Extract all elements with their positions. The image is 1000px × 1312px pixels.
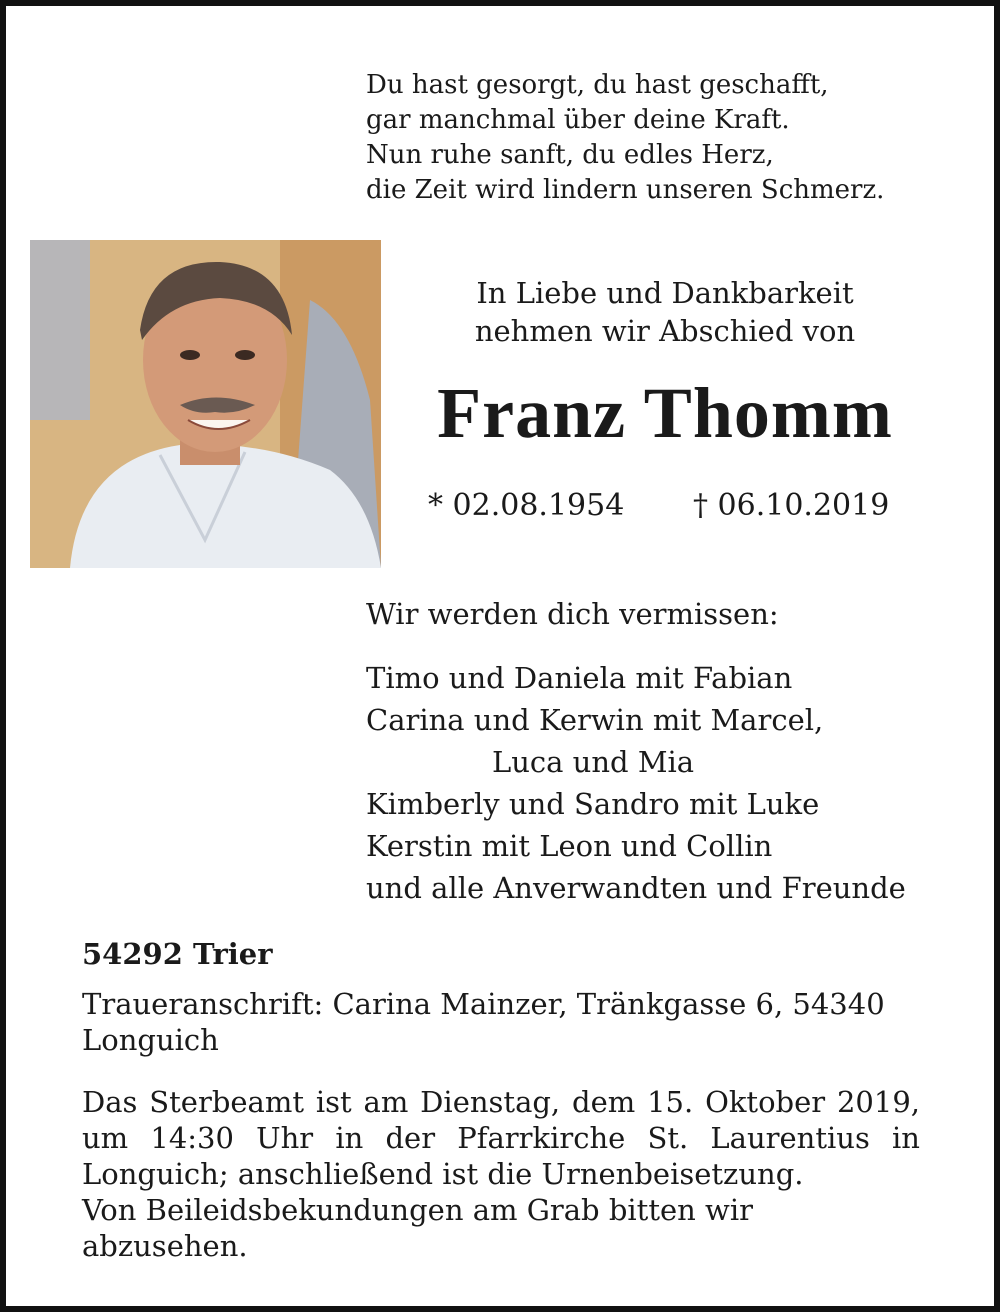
mourner-line: Luca und Mia xyxy=(492,745,695,779)
memorial-poem xyxy=(366,68,884,208)
mourning-address: Traueranschrift: Carina Mainzer, Tränkgasse 6, 54340 Longuich xyxy=(82,987,885,1057)
mourners-heading: Wir werden dich vermissen: xyxy=(366,597,779,631)
poem-line: Nun ruhe sanft, du edles Herz, xyxy=(366,140,774,170)
portrait-photo xyxy=(30,240,381,568)
intro-line: In Liebe und Dankbarkeit xyxy=(476,276,854,310)
death-date: † 06.10.2019 xyxy=(693,488,890,523)
city-line: 54292 Trier xyxy=(82,937,273,971)
birth-date: * 02.08.1954 xyxy=(428,488,625,523)
poem-line: die Zeit wird lindern unseren Schmerz. xyxy=(366,175,885,205)
mourner-line: und alle Anverwandten und Freunde xyxy=(366,871,906,905)
mourners-list xyxy=(366,657,906,909)
deceased-name: Franz Thomm xyxy=(437,373,893,453)
mourner-line: Kimberly und Sandro mit Luke xyxy=(366,787,820,821)
poem-line: Du hast gesorgt, du hast geschafft, xyxy=(366,70,829,100)
intro-line: nehmen wir Abschied von xyxy=(474,314,856,348)
mourner-line: Kerstin mit Leon und Collin xyxy=(366,829,773,863)
farewell-intro xyxy=(430,274,900,350)
service-info xyxy=(82,1084,920,1264)
mourner-line: Carina und Kerwin mit Marcel, xyxy=(366,703,824,737)
mourner-line: Timo und Daniela mit Fabian xyxy=(366,661,793,695)
portrait-illustration xyxy=(30,240,381,568)
service-details: Das Sterbeamt ist am Dienstag, dem 15. Oktober 2019, um 14:30 Uhr in der Pfarrkirche St. Laurentius in Longuich; anschließend ist die Urnenbeisetzung. xyxy=(82,1085,920,1191)
condolence-note: Von Beileidsbekundungen am Grab bitten wir abzusehen. xyxy=(82,1193,754,1263)
poem-line: gar manchmal über deine Kraft. xyxy=(366,105,790,135)
